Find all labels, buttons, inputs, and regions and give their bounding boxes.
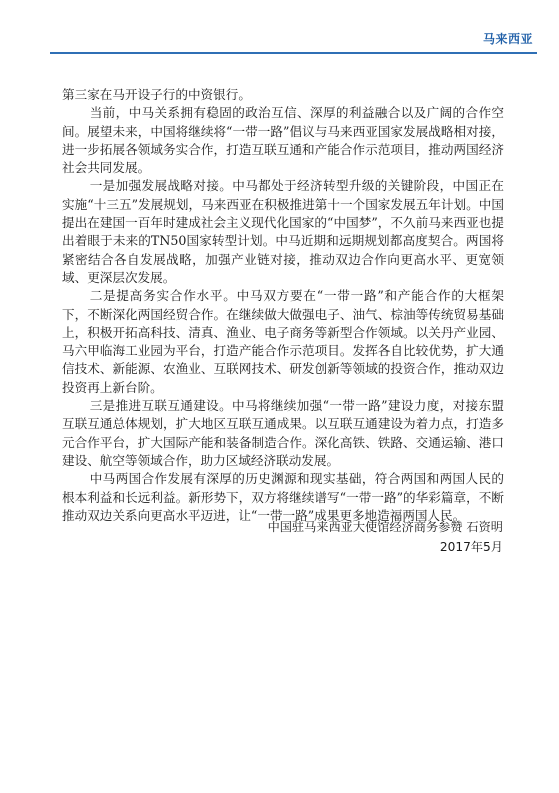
paragraph-practical-cooperation: 二是提高务实合作水平。中马双方要在“一带一路”和产能合作的大框架下，不断深化两国经贸合作。在继续做大做强电子、油气、棕油等传统贸易基础上，积极开拓高科技、清真、渔业、电子商务等新型合作领域。以关丹产业园、马六甲临海工业园为平台，打造产能合作示范项目。发挥各自比较优势，扩大通信技术、新能源、农渔业、互联网技术、研发创新等领域的投资合作，推动双边投资再上新台阶。 — [62, 288, 504, 395]
paragraph-conclusion: 中马两国合作发展有深厚的历史渊源和现实基础，符合两国和两国人民的根本利益和长远利益。新形势下，双方将继续谱写“一带一路”的华彩篇章，不断推动双边关系向更高水平迈进，让“一带一路”成果更多地造福两国人民。 — [62, 471, 504, 523]
signature-date: 2017年5月 — [439, 540, 503, 554]
paragraph-connectivity: 三是推进互联互通建设。中马将继续加强“一带一路”建设力度，对接东盟互联互通总体规划，扩大地区互联互通成果。以互联互通建设为着力点，打造多元合作平台，扩大国际产能和装备制造合作。深化高铁、铁路、交通运输、港口建设、航空等领域合作，助力区域经济联动发展。 — [62, 398, 504, 468]
signature-author: 中国驻马来西亚大使馆经济商务参赞 石资明 — [267, 520, 503, 534]
article-body — [62, 86, 504, 525]
paragraph-strategy-alignment: 一是加强发展战略对接。中马都处于经济转型升级的关键阶段，中国正在实施“十三五”发展规划，马来西亚在积极推进第十一个国家发展五年计划。中国提出在建国一百年时建成社会主义现代化国家的“中国梦”，不久前马来西亚也提出着眼于未来的TN50国家转型计划。中马近期和远期规划都高度契合。两国将紧密结合各自发展战略，加强产业链对接，推动双边合作向更高水平、更宽领域、更深层次发展。 — [62, 178, 504, 285]
paragraph-overview: 当前，中马关系拥有稳固的政治互信、深厚的利益融合以及广阔的合作空间。展望未来，中国将继续将“一带一路”倡议与马来西亚国家发展战略相对接，进一步拓展各领域务实合作，打造互联互通和产能合作示范项目，推动两国经济社会共同发展。 — [62, 105, 504, 176]
paragraph-continuation: 第三家在马开设子行的中资银行。 — [62, 87, 251, 102]
signature-block — [63, 517, 503, 557]
page-header-title: 马来西亚 — [482, 32, 533, 46]
header-divider — [50, 52, 537, 54]
